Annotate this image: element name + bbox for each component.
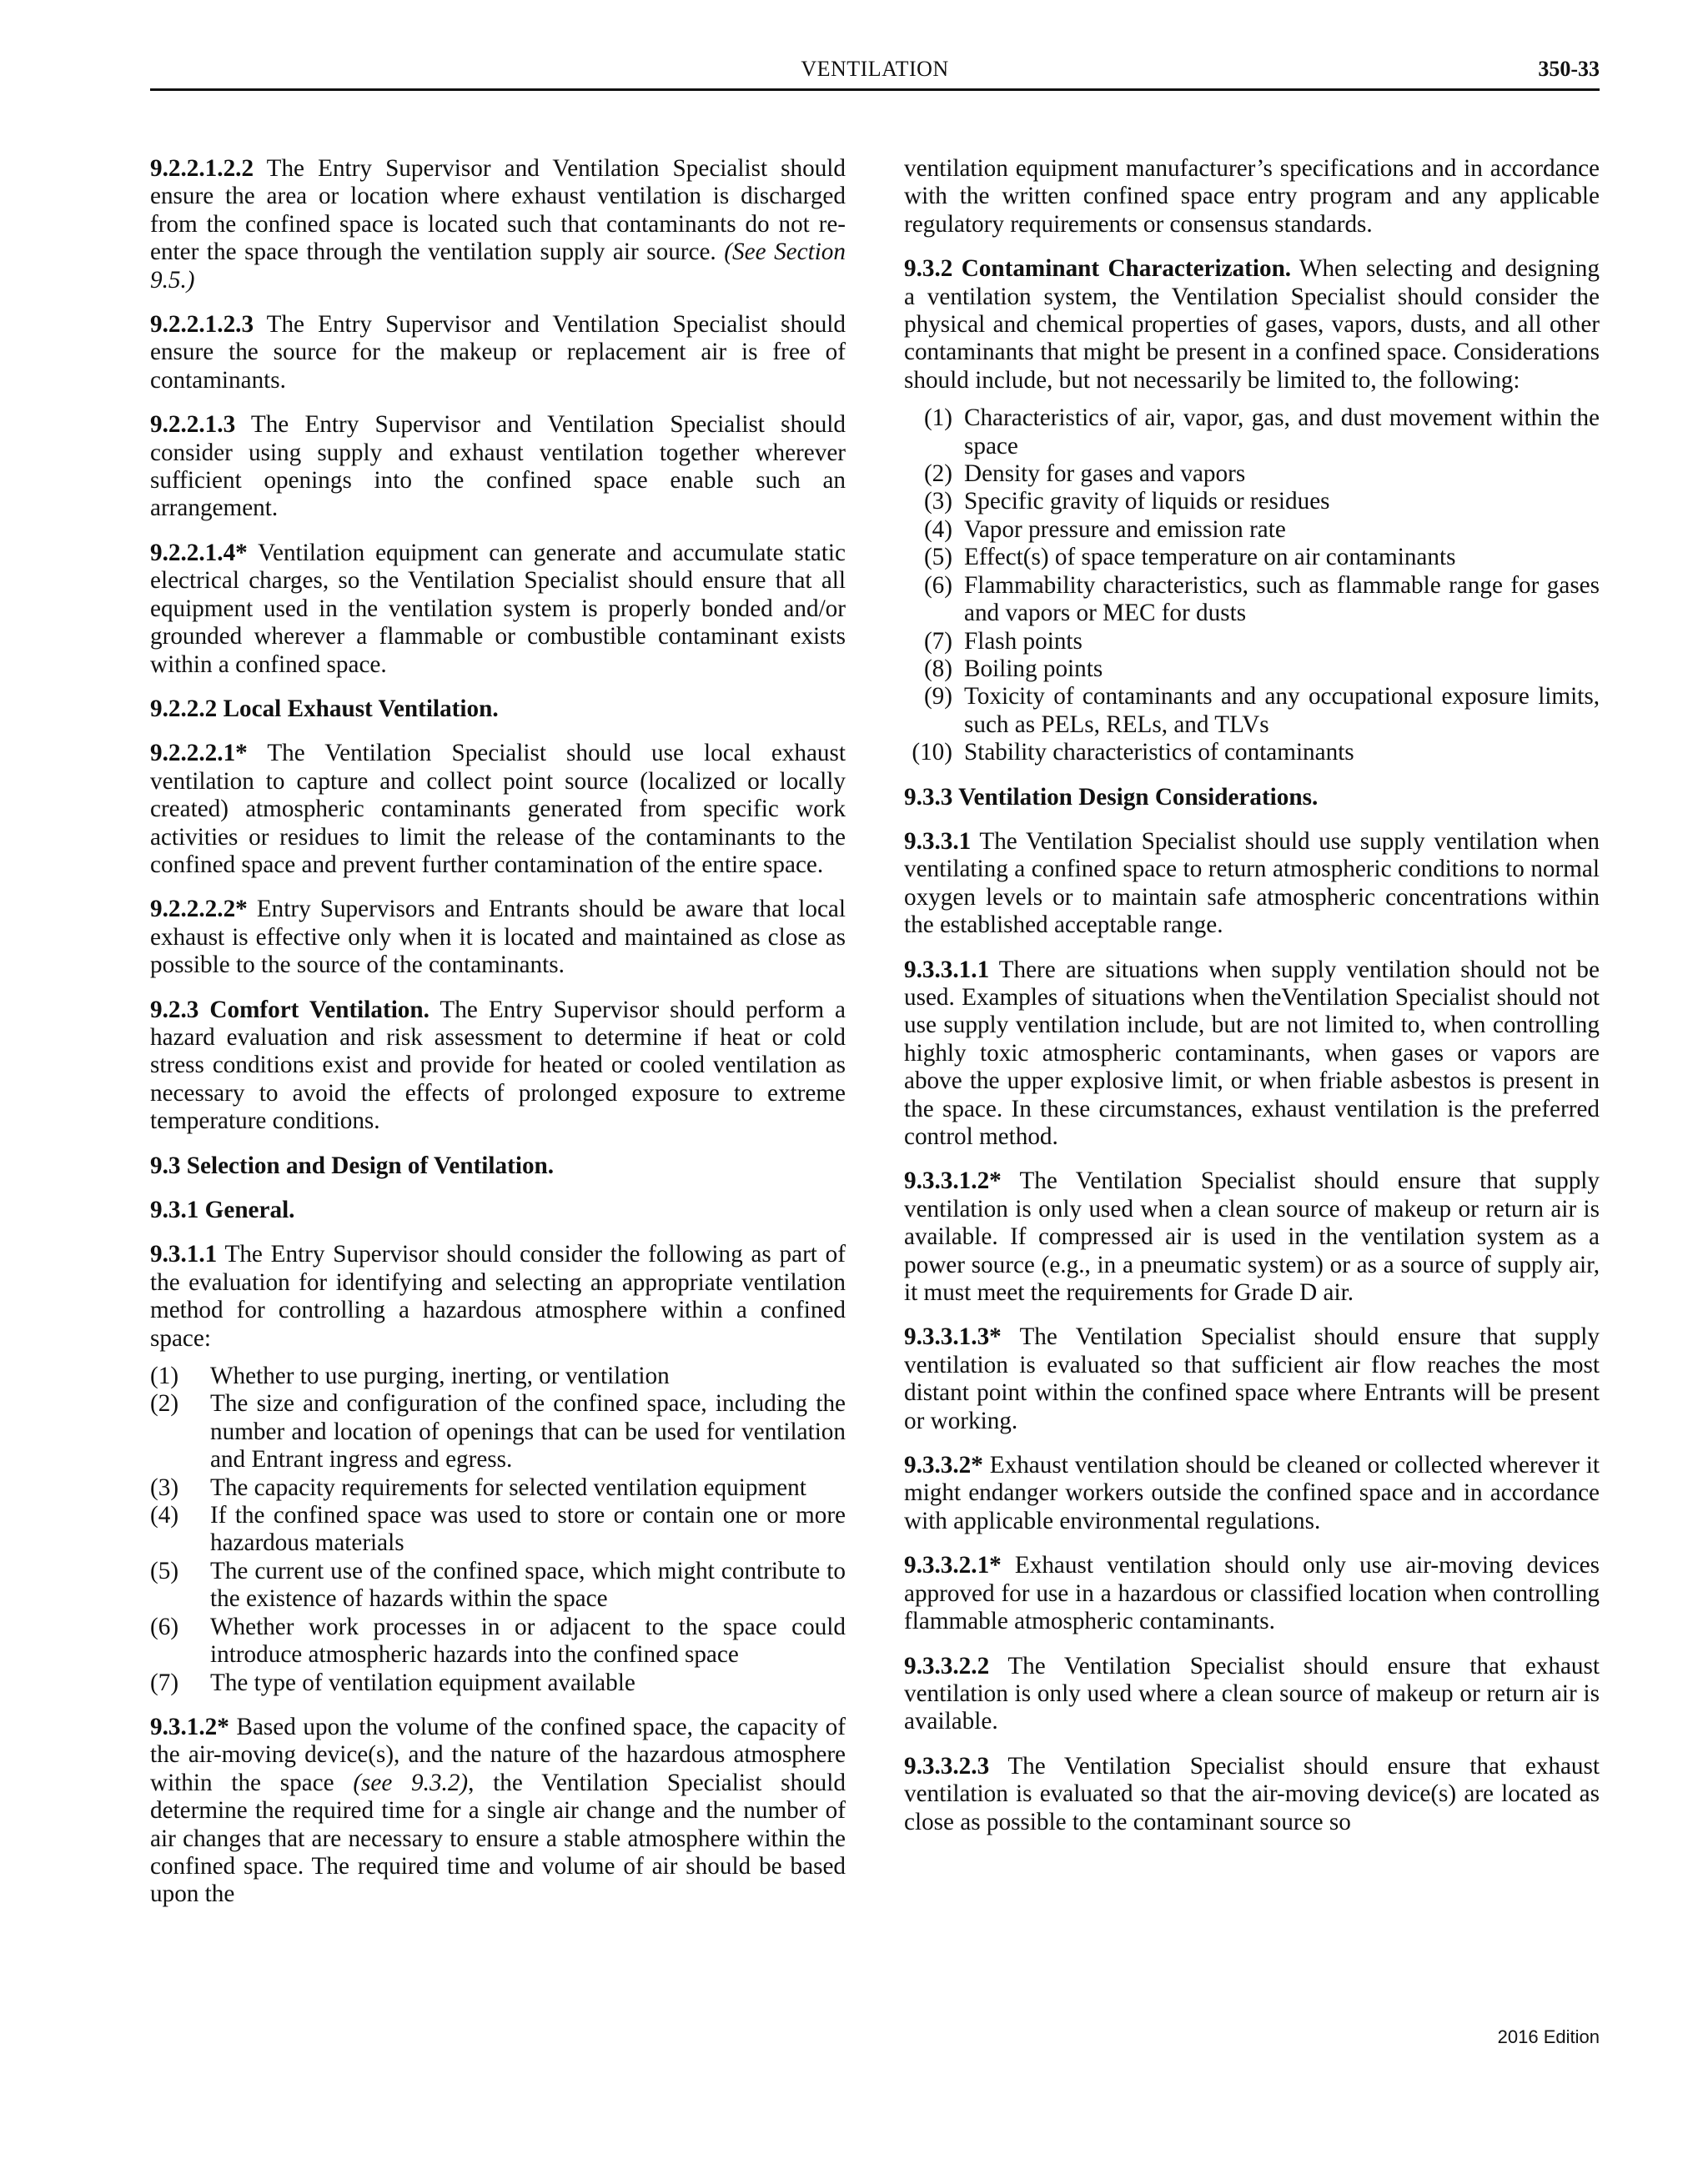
section-number: 9.2.2.2.2* <box>150 896 248 923</box>
list-text: Whether work processes in or adjacent to the space could introduce atmospheric hazards into the confined space <box>210 1613 846 1669</box>
section-number: 9.2.2.2.1* <box>150 740 248 767</box>
paragraph-continuation <box>904 155 1600 238</box>
list-item <box>150 1502 846 1558</box>
paragraph-text: The Ventilation Specialist should ensure that exhaust ventilation is only used where a clean source of makeup or return air is available. <box>904 1652 1600 1735</box>
section-number: 9.2.2.1.4* <box>150 539 248 566</box>
paragraph-text: Exhaust ventilation should be cleaned or collected wherever it might endanger workers outside the confined space and in accordance with applicable environmental regulations. <box>904 1452 1600 1534</box>
paragraph-text: , the Ventilation Specialist should determine the required time for a single air change and the number of air changes that are necessary to ensure a stable atmosphere within the confined space. The required time and volume of air should be based upon the <box>150 1769 846 1908</box>
section-number: 9.3.3.1 <box>904 827 972 855</box>
section-number: 9.2.3 Comfort Ventilation. <box>150 996 430 1023</box>
heading-general: 9.3.1 General. <box>150 1197 295 1223</box>
paragraph-9-3-3-2-1 <box>904 1552 1600 1635</box>
list-number: (5) <box>923 544 952 571</box>
section-number: 9.3.2 Contaminant Characterization. <box>904 255 1292 283</box>
list-text: The size and configuration of the confined space, including the number and location of openings that can be used for ventilation and Entrant ingress and egress. <box>210 1390 846 1474</box>
list-text: Boiling points <box>964 655 1103 682</box>
considerations-list <box>904 404 1600 766</box>
paragraph-9-3-3-1-2 <box>904 1167 1600 1307</box>
list-item <box>904 572 1600 628</box>
list-number: (2) <box>150 1390 179 1418</box>
list-number: (5) <box>150 1557 179 1584</box>
section-number: 9.3.3.1.1 <box>904 956 990 983</box>
paragraph-9-2-2-1-4 <box>150 540 846 679</box>
section-number: 9.3.3.2* <box>904 1452 983 1479</box>
paragraph-9-2-2-1-2-3 <box>150 311 846 394</box>
evaluation-list <box>150 1363 846 1697</box>
list-number: (1) <box>923 404 952 432</box>
paragraph-text: The Entry Supervisor and Ventilation Specialist should ensure the area or location where exhaust ventilation is discharged from the confined space is located such that contaminants do not re-enter the space through the ventilation supply air source. <box>150 155 846 266</box>
section-number: 9.3.1.2* <box>150 1713 229 1740</box>
paragraph-text: Ventilation equipment can generate and accumulate static electrical charges, so the Ventilation Specialist should ensure that all equipment used in the ventilation system is properly bonded and/or grounded wherever a flammable or combustible contaminant exists within a confined space. <box>150 539 846 678</box>
list-number: (1) <box>150 1363 179 1390</box>
list-number: (8) <box>923 655 952 682</box>
section-number: 9.3.1.1 <box>150 1241 218 1268</box>
list-item <box>904 739 1600 766</box>
list-number: (4) <box>150 1502 179 1529</box>
paragraph-text: The Entry Supervisor should perform a hazard evaluation and risk assessment to determine if heat or cold stress conditions exist and provide for heated or cooled ventilation as necessary to avoid the effects of prolonged exposure to extreme temperature conditions. <box>150 996 846 1135</box>
list-text: Stability characteristics of contaminants <box>964 739 1354 766</box>
paragraph-9-3-3-1 <box>904 828 1600 940</box>
paragraph-9-3-1-1 <box>150 1241 846 1353</box>
heading-ventilation-design-considerations: 9.3.3 Ventilation Design Considerations. <box>904 783 1319 811</box>
list-number: (3) <box>923 488 952 515</box>
list-text: Vapor pressure and emission rate <box>964 515 1286 543</box>
list-number: (3) <box>150 1474 179 1501</box>
list-item <box>904 516 1600 544</box>
list-text: The type of ventilation equipment available <box>210 1669 635 1696</box>
paragraph-9-3-3-2-3 <box>904 1753 1600 1836</box>
list-number: (7) <box>150 1669 179 1696</box>
list-item <box>904 460 1600 488</box>
section-number: 9.3.3.2.3 <box>904 1752 990 1780</box>
paragraph-text: The Entry Supervisor and Ventilation Specialist should consider using supply and exhaust ventilation together wherever sufficient openings into the confined space enable such an arrangement. <box>150 411 846 522</box>
list-item <box>904 628 1600 655</box>
list-item <box>904 544 1600 571</box>
list-text: Toxicity of contaminants and any occupational exposure limits, such as PELs, RELs, and TLVs <box>964 683 1600 738</box>
paragraph-9-2-2-1-3 <box>150 411 846 523</box>
heading-selection-and-design: 9.3 Selection and Design of Ventilation. <box>150 1152 555 1179</box>
list-text: If the confined space was used to store or contain one or more hazardous materials <box>210 1502 846 1557</box>
running-title: VENTILATION <box>801 57 949 81</box>
section-number: 9.2.2.1.2.2 <box>150 155 254 182</box>
paragraph-9-3-3-2-2 <box>904 1653 1600 1736</box>
list-item <box>150 1363 846 1390</box>
paragraph-text: When selecting and designing a ventilation system, the Ventilation Specialist should consider the physical and chemical properties of gases, vapors, dusts, and all other contaminants that might be present in a confined space. Considerations should include, but not necessarily be limited to, the following: <box>904 255 1600 394</box>
list-number: (6) <box>923 571 952 599</box>
paragraph-text: The Ventilation Specialist should ensure that supply ventilation is evaluated so that sufficient air flow reaches the most distant point within the confined space where Entrants will be present or working. <box>904 1323 1600 1434</box>
right-column <box>904 155 1600 1853</box>
paragraph-9-2-2-1-2-2 <box>150 155 846 294</box>
paragraph-9-2-2-2-2 <box>150 896 846 979</box>
paragraph-text: Entry Supervisors and Entrants should be aware that local exhaust is effective only when it is located and maintained as close as possible to the source of the contaminants. <box>150 896 846 979</box>
list-number: (10) <box>912 739 952 766</box>
paragraph-9-3-3-1-1 <box>904 956 1600 1152</box>
cross-reference: (See Section 9.5.) <box>150 238 846 294</box>
paragraph-text: The Ventilation Specialist should ensure that exhaust ventilation is evaluated so that the air-moving device(s) are located as close as possible to the contaminant source so <box>904 1752 1600 1835</box>
list-item <box>150 1390 846 1474</box>
list-item <box>150 1474 846 1502</box>
left-column <box>150 155 846 1925</box>
page-number: 350-33 <box>1538 57 1600 81</box>
section-number: 9.3.3.1.2* <box>904 1167 1002 1195</box>
paragraph-text: Based upon the volume of the confined space, the capacity of the air-moving device(s), and the nature of the hazardous atmosphere within the space <box>150 1713 846 1796</box>
page-header <box>150 53 1600 91</box>
list-item <box>150 1614 846 1669</box>
section-number: 9.3.3.2.2 <box>904 1652 990 1679</box>
heading-local-exhaust-ventilation: 9.2.2.2 Local Exhaust Ventilation. <box>150 695 499 722</box>
section-number: 9.3.3.2.1* <box>904 1552 1002 1579</box>
list-text: Whether to use purging, inerting, or ventilation <box>210 1363 670 1390</box>
list-item <box>904 488 1600 515</box>
list-number: (7) <box>923 627 952 655</box>
list-number: (4) <box>923 515 952 543</box>
edition-footer: 2016 Edition <box>1497 2026 1600 2047</box>
list-text: Specific gravity of liquids or residues <box>964 488 1330 515</box>
paragraph-9-2-3 <box>150 997 846 1136</box>
paragraph-text: ventilation equipment manufacturer’s specifications and in accordance with the written confined space entry program and any applicable regulatory requirements or consensus standards. <box>904 155 1600 238</box>
paragraph-text: Exhaust ventilation should only use air-moving devices approved for use in a hazardous or classified location when controlling flammable atmospheric contaminants. <box>904 1552 1600 1635</box>
list-text: Density for gases and vapors <box>964 460 1246 488</box>
section-number: 9.2.2.1.3 <box>150 411 236 439</box>
list-text: Characteristics of air, vapor, gas, and dust movement within the space <box>964 404 1600 459</box>
list-item <box>150 1558 846 1614</box>
paragraph-9-3-2 <box>904 255 1600 394</box>
section-number: 9.2.2.1.2.3 <box>150 311 254 339</box>
paragraph-text: The Ventilation Specialist should ensure that supply ventilation is only used when a clean source of makeup or return air is available. If compressed air is used in the ventilation system as a power source (e.g., in a pneumatic system) or as a source of supply air, it must meet the requirements for Grade D air. <box>904 1167 1600 1307</box>
list-item <box>904 683 1600 739</box>
list-text: Flammability characteristics, such as flammable range for gases and vapors or MEC for dusts <box>964 571 1600 627</box>
list-item <box>904 404 1600 460</box>
paragraph-9-2-2-2-1 <box>150 740 846 879</box>
list-item <box>904 655 1600 683</box>
paragraph-text: The Ventilation Specialist should use local exhaust ventilation to capture and collect point source (localized or locally created) atmospheric contaminants generated from specific work activities or residues to limit the release of the contaminants to the confined space and prevent further contamination of the entire space. <box>150 740 846 878</box>
list-item <box>150 1669 846 1697</box>
list-number: (6) <box>150 1613 179 1640</box>
paragraph-9-3-1-2 <box>150 1714 846 1909</box>
list-text: The current use of the confined space, which might contribute to the existence of hazards within the space <box>210 1557 846 1613</box>
list-text: The capacity requirements for selected ventilation equipment <box>210 1474 806 1501</box>
list-text: Effect(s) of space temperature on air contaminants <box>964 544 1456 571</box>
section-number: 9.3.3.1.3* <box>904 1323 1002 1351</box>
paragraph-text: The Entry Supervisor and Ventilation Specialist should ensure the source for the makeup or replacement air is free of contaminants. <box>150 311 846 394</box>
paragraph-9-3-3-1-3 <box>904 1323 1600 1435</box>
cross-reference: (see 9.3.2) <box>353 1769 469 1796</box>
list-text: Flash points <box>964 627 1083 655</box>
paragraph-text: There are situations when supply ventilation should not be used. Examples of situations when theVentilation Specialist should not use supply ventilation include, but are not limited to, when controlling highly toxic atmospheric contaminants, when gases or vapors are above the upper explosive limit, or when friable asbestos is present in the space. In these circumstances, exhaust ventilation is the preferred control method. <box>904 956 1600 1150</box>
paragraph-text: The Entry Supervisor should consider the following as part of the evaluation for identifying and selecting an appropriate ventilation method for controlling a hazardous atmosphere within a confined space: <box>150 1241 846 1352</box>
list-number: (9) <box>923 683 952 710</box>
paragraph-text: The Ventilation Specialist should use supply ventilation when ventilating a confined space to return atmospheric conditions to normal oxygen levels or to maintain safe atmospheric concentrations within the established acceptable range. <box>904 827 1600 939</box>
list-number: (2) <box>923 460 952 488</box>
paragraph-9-3-3-2 <box>904 1452 1600 1535</box>
